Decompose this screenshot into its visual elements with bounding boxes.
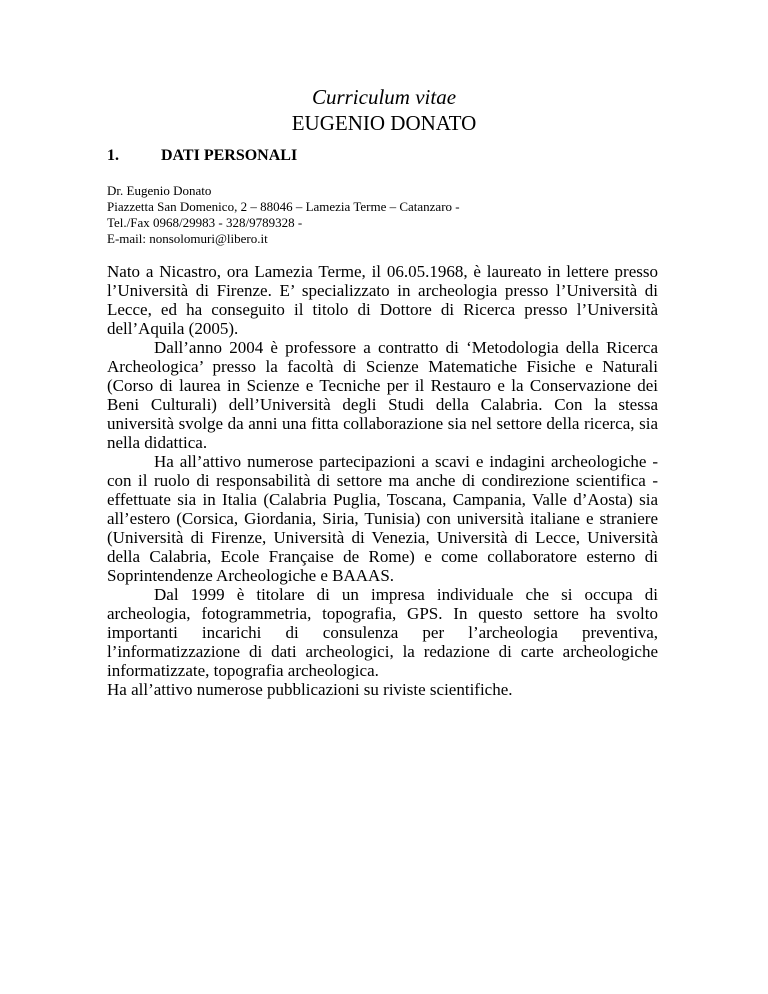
- biography-paragraph-5: Ha all’attivo numerose pubblicazioni su riviste scientifiche.: [107, 680, 513, 699]
- biography-paragraph-3: Ha all’attivo numerose partecipazioni a scavi e indagini archeologiche - con il ruolo di responsabilità di settore ma anche di condirezione scientifica - effettuate sia in Italia (Calabria Puglia, Toscana, Campania, Valle d’Aosta) sia all’estero (Corsica, Giordania, Siria, Tunisia) con università italiane e straniere (Università di Firenze, Università di Venezia, Università di Lecce, Università della Calabria, Ecole Française de Rome) e come collaboratore esterno di Soprintendenze Archeologiche e BAAAS.: [107, 452, 658, 585]
- contact-address: Piazzetta San Domenico, 2 – 88046 – Lamezia Terme – Catanzaro -: [107, 199, 460, 214]
- biography-paragraph-1: Nato a Nicastro, ora Lamezia Terme, il 06.05.1968, è laureato in lettere presso l’Università di Firenze. E’ specializzato in archeologia presso l’Università di Lecce, ed ha conseguito il titolo di Dottore di Ricerca presso l’Università dell’Aquila (2005).: [107, 262, 658, 338]
- contact-email: E-mail: nonsolomuri@libero.it: [107, 231, 268, 246]
- section-heading: [107, 146, 297, 166]
- cv-label: Curriculum vitae: [311, 85, 457, 109]
- biography-paragraph-2: Dall’anno 2004 è professore a contratto di ‘Metodologia della Ricerca Archeologica’ presso la facoltà di Scienze Matematiche Fisiche e Naturali (Corso di laurea in Scienze e Tecniche per il Restauro e la Conservazione dei Beni Culturali) dell’Università degli Studi della Calabria. Con la stessa università svolge da anni una fitta collaborazione sia nel settore della ricerca, sia nella didattica.: [107, 338, 658, 452]
- person-name: EUGENIO DONATO: [291, 111, 477, 135]
- contact-block: [107, 183, 460, 247]
- biography-text: [107, 262, 658, 699]
- biography-paragraph-4: Dal 1999 è titolare di un impresa individuale che si occupa di archeologia, fotogrammetria, topografia, GPS. In questo settore ha svolto importanti incarichi di consulenza per l’archeologia preventiva, l’informatizzazione di dati archeologici, la redazione di carte archeologiche informatizzate, topografia archeologica.: [107, 585, 658, 680]
- contact-name: Dr. Eugenio Donato: [107, 183, 212, 198]
- section-title: DATI PERSONALI: [161, 147, 298, 164]
- contact-phone: Tel./Fax 0968/29983 - 328/9789328 -: [107, 215, 303, 230]
- document-title: [0, 84, 768, 136]
- section-number: 1.: [107, 147, 119, 164]
